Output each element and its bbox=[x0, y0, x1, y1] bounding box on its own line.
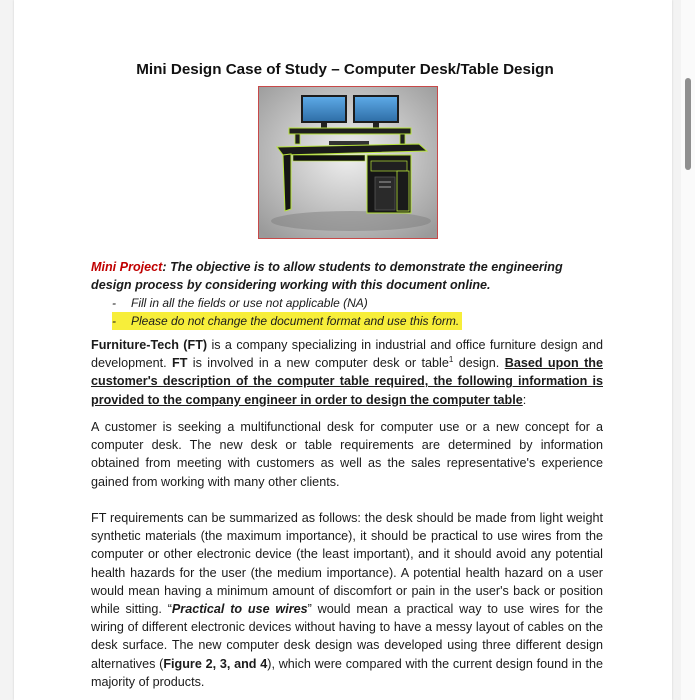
figure-reference: Figure 2, 3, and 4 bbox=[163, 656, 268, 671]
intro-underlined: Based upon the customer's description of the computer table required, the following information is provided to the company engineer in order to design the computer table bbox=[91, 356, 603, 407]
bullet-dash: - bbox=[112, 314, 116, 328]
intro-text-1: is a company specializing in industrial and office furniture design and development. bbox=[91, 338, 603, 371]
instruction-list bbox=[112, 294, 592, 330]
mini-project-paragraph bbox=[91, 258, 603, 294]
mini-project-colon: : bbox=[162, 260, 167, 274]
bullet-dash: - bbox=[112, 296, 116, 310]
scrollbar[interactable] bbox=[681, 0, 695, 700]
footnote-marker: 1 bbox=[448, 355, 454, 365]
requirements-text-2: ” would mean a practical way to use wires for the wiring of different electronic devices without having to have a messy layout of cables on the desk surface. The new computer desk design was developed using three different design alternatives ( bbox=[91, 602, 603, 671]
intro-text-3: design. bbox=[453, 356, 505, 371]
list-item-highlighted bbox=[112, 312, 462, 330]
ft-abbrev: FT bbox=[172, 356, 188, 371]
requirements-text-3: ), which were compared with the current design found in the majority of products. bbox=[91, 656, 603, 689]
requirements-italic: Practical to use wires bbox=[171, 602, 308, 617]
mini-project-objective: The objective is to allow students to demonstrate the engineering design process by considering working with this document online. bbox=[91, 260, 563, 293]
requirements-text-1: FT requirements can be summarized as follows: the desk should be made from light weight synthetic materials (the maximum importance), it should be practical to use wires from the computer or other electronic device (the least important), and it should avoid any potential health hazards for the user (the medium importance). A potential health hazard on a user would mean having a minimum amount of discomfort or pain in the user's back or position while sitting. “ bbox=[91, 511, 603, 617]
customer-paragraph: A customer is seeking a multifunctional desk for computer use or a new concept for a computer desk. The new desk or table requirements are determined by information obtained from meeting with customers as well as the sales representative's experience gained from working with many other clients. bbox=[91, 420, 603, 489]
company-name: Furniture-Tech (FT) bbox=[91, 338, 208, 352]
requirements-paragraph bbox=[91, 509, 603, 691]
intro-end: : bbox=[522, 392, 527, 407]
intro-paragraph bbox=[91, 336, 603, 409]
mini-project-label: Mini Project bbox=[91, 260, 163, 274]
list-item bbox=[112, 294, 592, 312]
bullet-text: Please do not change the document format and use this form. bbox=[131, 314, 460, 328]
bullet-text: Fill in all the fields or use not applicable (NA) bbox=[131, 296, 368, 310]
scrollbar-thumb[interactable] bbox=[685, 78, 691, 170]
document-title: Mini Design Case of Study – Computer Desk/Table Design bbox=[136, 61, 554, 78]
computer-desk-figure bbox=[258, 86, 438, 239]
intro-text-2: is involved in a new computer desk or table bbox=[187, 356, 449, 371]
computer-desk-image bbox=[259, 87, 437, 238]
